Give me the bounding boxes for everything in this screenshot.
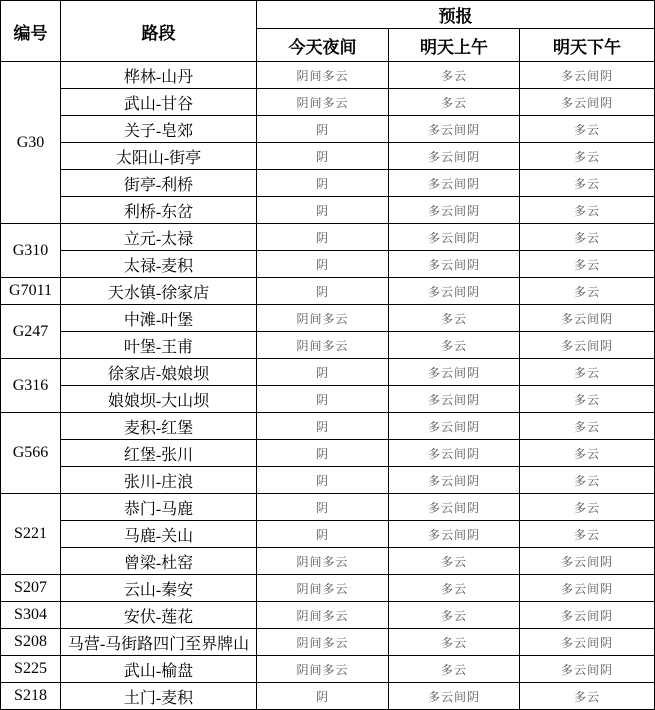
forecast-tomorrow-am: 多云间阴 [389,467,520,494]
road-segment: 马营-马街路四门至界牌山 [61,629,257,656]
forecast-tonight: 阴间多云 [257,656,389,683]
road-segment: 桦林-山丹 [61,62,257,89]
forecast-tonight: 阴 [257,494,389,521]
road-segment: 天水镇-徐家店 [61,278,257,305]
table-row [1,629,655,656]
route-code: G247 [1,305,61,359]
road-segment: 中滩-叶堡 [61,305,257,332]
forecast-tonight: 阴间多云 [257,89,389,116]
table-row [1,521,655,548]
forecast-tomorrow-pm: 多云间阴 [520,332,655,359]
road-segment: 太阳山-街亭 [61,143,257,170]
forecast-tomorrow-am: 多云间阴 [389,494,520,521]
forecast-tonight: 阴 [257,467,389,494]
road-segment: 太禄-麦积 [61,251,257,278]
table-row [1,548,655,575]
forecast-tomorrow-am: 多云 [389,575,520,602]
forecast-tomorrow-pm: 多云间阴 [520,548,655,575]
road-segment: 叶堡-王甫 [61,332,257,359]
table-row [1,602,655,629]
forecast-tonight: 阴间多云 [257,332,389,359]
forecast-tomorrow-am: 多云间阴 [389,386,520,413]
header-forecast: 预报 [257,1,655,29]
forecast-tomorrow-pm: 多云间阴 [520,575,655,602]
table-row [1,467,655,494]
forecast-tonight: 阴 [257,197,389,224]
forecast-tomorrow-pm: 多云 [520,386,655,413]
road-segment: 云山-秦安 [61,575,257,602]
forecast-tomorrow-am: 多云间阴 [389,143,520,170]
forecast-tonight: 阴间多云 [257,62,389,89]
forecast-tonight: 阴 [257,386,389,413]
table-row [1,656,655,683]
forecast-tomorrow-pm: 多云 [520,278,655,305]
forecast-tonight: 阴间多云 [257,305,389,332]
header-id: 编号 [1,1,61,62]
road-segment: 曾梁-杜窑 [61,548,257,575]
road-segment: 安伏-莲花 [61,602,257,629]
road-segment: 麦积-红堡 [61,413,257,440]
forecast-tomorrow-pm: 多云 [520,494,655,521]
forecast-tomorrow-am: 多云间阴 [389,170,520,197]
table-row [1,224,655,251]
forecast-tomorrow-am: 多云间阴 [389,197,520,224]
forecast-tomorrow-pm: 多云 [520,224,655,251]
forecast-tonight: 阴间多云 [257,629,389,656]
forecast-tomorrow-pm: 多云 [520,413,655,440]
forecast-tonight: 阴 [257,521,389,548]
forecast-tomorrow-pm: 多云 [520,521,655,548]
forecast-tonight: 阴 [257,359,389,386]
route-code: G7011 [1,278,61,305]
table-row [1,359,655,386]
forecast-tomorrow-am: 多云 [389,629,520,656]
route-code: G30 [1,62,61,224]
forecast-tomorrow-pm: 多云 [520,170,655,197]
forecast-tomorrow-pm: 多云间阴 [520,629,655,656]
forecast-tomorrow-pm: 多云 [520,116,655,143]
forecast-tomorrow-pm: 多云间阴 [520,89,655,116]
forecast-tomorrow-pm: 多云 [520,683,655,710]
table-body [1,62,655,710]
forecast-tomorrow-am: 多云 [389,548,520,575]
forecast-tomorrow-pm: 多云 [520,359,655,386]
forecast-tomorrow-am: 多云间阴 [389,440,520,467]
road-segment: 马鹿-关山 [61,521,257,548]
forecast-tomorrow-pm: 多云间阴 [520,305,655,332]
road-segment: 关子-皂郊 [61,116,257,143]
forecast-tonight: 阴 [257,413,389,440]
route-code: S221 [1,494,61,575]
table-row [1,575,655,602]
forecast-tomorrow-am: 多云间阴 [389,224,520,251]
table-row [1,413,655,440]
forecast-tomorrow-am: 多云 [389,602,520,629]
forecast-tomorrow-pm: 多云间阴 [520,602,655,629]
route-code: G566 [1,413,61,494]
forecast-tonight: 阴 [257,278,389,305]
forecast-tomorrow-pm: 多云 [520,251,655,278]
road-segment: 娘娘坝-大山坝 [61,386,257,413]
forecast-tonight: 阴 [257,116,389,143]
road-segment: 红堡-张川 [61,440,257,467]
forecast-tomorrow-am: 多云间阴 [389,683,520,710]
forecast-tomorrow-pm: 多云间阴 [520,656,655,683]
route-code: S225 [1,656,61,683]
forecast-tomorrow-am: 多云间阴 [389,521,520,548]
road-segment: 徐家店-娘娘坝 [61,359,257,386]
table-row [1,170,655,197]
forecast-tonight: 阴间多云 [257,548,389,575]
route-code: S218 [1,683,61,710]
table-row [1,440,655,467]
table-row [1,116,655,143]
forecast-tonight: 阴间多云 [257,602,389,629]
forecast-tomorrow-pm: 多云 [520,440,655,467]
road-segment: 立元-太禄 [61,224,257,251]
route-code: S207 [1,575,61,602]
table-row [1,143,655,170]
road-segment: 土门-麦积 [61,683,257,710]
header-tonight: 今天夜间 [257,29,389,62]
forecast-tonight: 阴 [257,683,389,710]
road-segment: 恭门-马鹿 [61,494,257,521]
forecast-tonight: 阴 [257,224,389,251]
forecast-tonight: 阴 [257,170,389,197]
forecast-tomorrow-am: 多云 [389,656,520,683]
table-row [1,197,655,224]
forecast-tomorrow-am: 多云间阴 [389,413,520,440]
forecast-tomorrow-am: 多云 [389,62,520,89]
table-row [1,332,655,359]
table-row [1,305,655,332]
road-segment: 张川-庄浪 [61,467,257,494]
forecast-tonight: 阴 [257,143,389,170]
forecast-tomorrow-am: 多云 [389,89,520,116]
header-segment: 路段 [61,1,257,62]
forecast-tomorrow-am: 多云间阴 [389,116,520,143]
header-tomorrow-am: 明天上午 [389,29,520,62]
route-code: S208 [1,629,61,656]
table-row [1,683,655,710]
route-code: G316 [1,359,61,413]
road-segment: 街亭-利桥 [61,170,257,197]
forecast-tomorrow-am: 多云 [389,332,520,359]
table-row [1,251,655,278]
table-row [1,89,655,116]
forecast-tomorrow-pm: 多云 [520,197,655,224]
forecast-tonight: 阴 [257,251,389,278]
table-row [1,62,655,89]
table-row [1,386,655,413]
forecast-tomorrow-am: 多云 [389,305,520,332]
forecast-tonight: 阴 [257,440,389,467]
forecast-tomorrow-am: 多云间阴 [389,278,520,305]
forecast-tomorrow-pm: 多云间阴 [520,62,655,89]
table-row [1,494,655,521]
table-row [1,278,655,305]
road-segment: 武山-甘谷 [61,89,257,116]
forecast-tomorrow-pm: 多云 [520,467,655,494]
route-code: S304 [1,602,61,629]
forecast-tomorrow-am: 多云间阴 [389,359,520,386]
road-segment: 利桥-东岔 [61,197,257,224]
road-segment: 武山-榆盘 [61,656,257,683]
forecast-tonight: 阴间多云 [257,575,389,602]
route-code: G310 [1,224,61,278]
header-tomorrow-pm: 明天下午 [520,29,655,62]
forecast-tomorrow-am: 多云间阴 [389,251,520,278]
forecast-tomorrow-pm: 多云 [520,143,655,170]
